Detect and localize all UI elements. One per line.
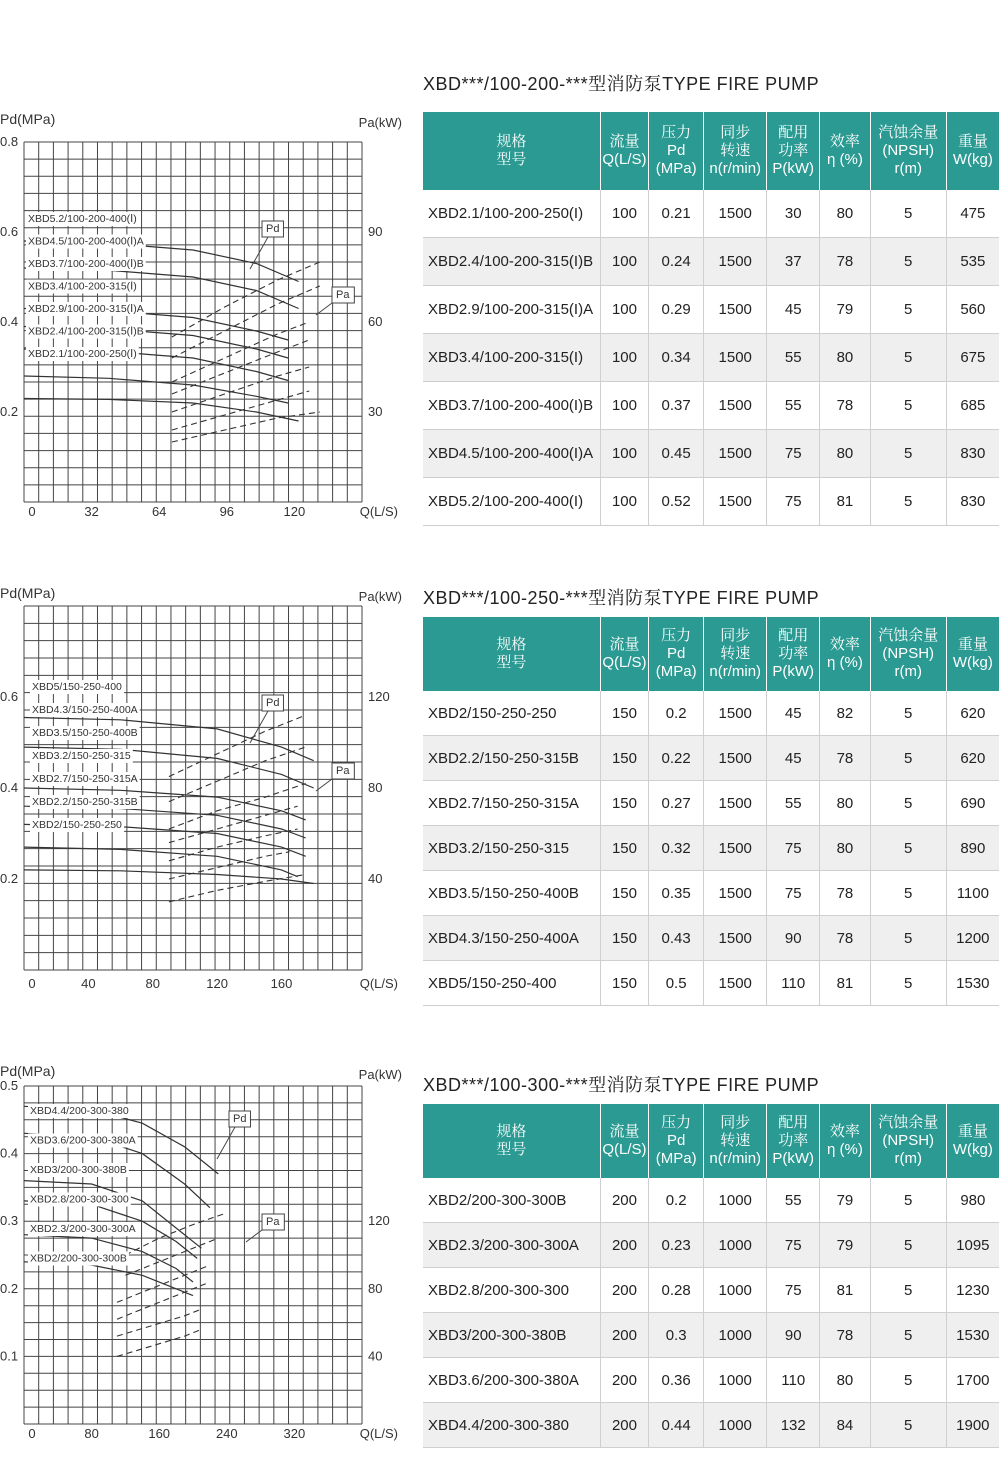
- value-cell: 81: [820, 478, 871, 526]
- y-tick-label: 0.2: [0, 404, 19, 419]
- value-cell: 78: [820, 736, 871, 781]
- value-cell: 80: [820, 826, 871, 871]
- value-cell: 200: [600, 1313, 649, 1358]
- table-header-row: [423, 1104, 999, 1178]
- x-tick-label: 120: [206, 976, 228, 991]
- series-label: XBD3.2/150-250-315: [32, 750, 131, 762]
- y2-tick-label: 40: [368, 871, 383, 886]
- series-label: XBD3/200-300-380B: [30, 1164, 127, 1176]
- value-cell: 100: [600, 478, 649, 526]
- value-cell: 1000: [704, 1268, 767, 1313]
- value-cell: 5: [870, 1223, 946, 1268]
- column-header: 效率 η (%): [820, 1104, 871, 1178]
- table-row: [423, 1313, 999, 1358]
- series-label: XBD2/200-300-300B: [30, 1252, 127, 1265]
- value-cell: 200: [600, 1223, 649, 1268]
- value-cell: 0.21: [649, 190, 704, 238]
- value-cell: 100: [600, 286, 649, 334]
- section-title: XBD***/100-250-***型消防泵TYPE FIRE PUMP: [423, 588, 820, 608]
- value-cell: 0.2: [649, 691, 704, 736]
- value-cell: 37: [767, 238, 820, 286]
- x-tick-label: 160: [148, 1426, 171, 1441]
- series-label: XBD2/150-250-250: [32, 819, 122, 831]
- value-cell: 1095: [946, 1223, 999, 1268]
- value-cell: 1500: [704, 286, 767, 334]
- value-cell: 1500: [704, 826, 767, 871]
- x-tick-label: 64: [151, 504, 167, 519]
- y-tick-label: 0.2: [0, 1280, 19, 1296]
- value-cell: 675: [946, 334, 999, 382]
- column-header: 同步 转速 n(r/min): [704, 1104, 767, 1178]
- value-cell: 1530: [946, 961, 999, 1006]
- value-cell: 100: [600, 430, 649, 478]
- series-label: XBD3.5/150-250-400B: [32, 727, 138, 739]
- y2-axis-label: Pa(kW): [358, 115, 402, 130]
- y2-tick-label: 30: [368, 404, 383, 419]
- column-header: 流量 Q(L/S): [600, 1104, 649, 1178]
- value-cell: 200: [600, 1403, 649, 1448]
- table-row: [423, 1358, 999, 1403]
- y-tick-label: 0.4: [0, 1145, 19, 1161]
- model-cell: XBD2.9/100-200-315(I)A: [423, 286, 600, 334]
- value-cell: 5: [870, 961, 946, 1006]
- x-axis-label: Q(L/S): [359, 976, 398, 991]
- pa-tag: Pa: [266, 1216, 280, 1228]
- x-axis-label: Q(L/S): [359, 1426, 398, 1441]
- value-cell: 1500: [704, 382, 767, 430]
- series-label: XBD2.7/150-250-315A: [32, 773, 138, 785]
- value-cell: 830: [946, 430, 999, 478]
- x-tick-label: 96: [219, 504, 235, 519]
- value-cell: 5: [870, 1403, 946, 1448]
- column-header: 压力 Pd (MPa): [649, 617, 704, 691]
- pa-tag: Pa: [336, 765, 350, 777]
- series-label: XBD3.6/200-300-380A: [30, 1134, 136, 1147]
- value-cell: 620: [946, 736, 999, 781]
- series-label: XBD2.9/100-200-315(Ⅰ)A: [28, 303, 144, 315]
- value-cell: 5: [870, 736, 946, 781]
- x-axis-label: Q(L/S): [359, 504, 398, 519]
- series-label: XBD3.4/100-200-315(Ⅰ): [28, 280, 137, 293]
- column-header: 汽蚀余量 (NPSH) r(m): [870, 112, 946, 190]
- value-cell: 150: [600, 781, 649, 826]
- value-cell: 75: [767, 826, 820, 871]
- model-cell: XBD2.2/150-250-315B: [423, 736, 600, 781]
- table-row: [423, 1403, 999, 1448]
- column-header: 配用 功率 P(kW): [767, 1104, 820, 1178]
- value-cell: 80: [820, 1358, 871, 1403]
- x-tick-label: 32: [84, 504, 99, 519]
- model-cell: XBD3.5/150-250-400B: [423, 871, 600, 916]
- value-cell: 79: [820, 286, 871, 334]
- value-cell: 100: [600, 382, 649, 430]
- value-cell: 80: [820, 781, 871, 826]
- x-tick-label: 120: [283, 504, 306, 519]
- y2-tick-label: 80: [368, 780, 383, 795]
- value-cell: 79: [820, 1223, 871, 1268]
- value-cell: 150: [600, 691, 649, 736]
- series-label: XBD2.4/100-200-315(Ⅰ)B: [28, 325, 144, 338]
- value-cell: 78: [820, 238, 871, 286]
- x-tick-label: 240: [215, 1426, 238, 1441]
- section-title: XBD***/100-200-***型消防泵TYPE FIRE PUMP: [423, 74, 820, 94]
- section-title: XBD***/100-300-***型消防泵TYPE FIRE PUMP: [423, 1075, 820, 1095]
- value-cell: 0.44: [649, 1403, 704, 1448]
- x-tick-label: 80: [84, 1426, 99, 1441]
- value-cell: 0.45: [649, 430, 704, 478]
- value-cell: 1500: [704, 916, 767, 961]
- y-axis-label: Pd(MPa): [0, 1063, 56, 1079]
- model-cell: XBD2.1/100-200-250(I): [423, 190, 600, 238]
- model-cell: XBD3/200-300-380B: [423, 1313, 600, 1358]
- x-tick-label: 0: [28, 976, 36, 991]
- column-header: 流量 Q(L/S): [600, 112, 649, 190]
- value-cell: 75: [767, 1268, 820, 1313]
- value-cell: 110: [767, 961, 820, 1006]
- value-cell: 200: [600, 1358, 649, 1403]
- value-cell: 5: [870, 691, 946, 736]
- y2-tick-label: 90: [368, 224, 383, 239]
- pa-curve: [125, 1213, 226, 1255]
- pd-tag: Pd: [233, 1113, 247, 1125]
- value-cell: 78: [820, 382, 871, 430]
- value-cell: 980: [946, 1178, 999, 1223]
- value-cell: 81: [820, 961, 871, 1006]
- model-cell: XBD2.7/150-250-315A: [423, 781, 600, 826]
- value-cell: 84: [820, 1403, 871, 1448]
- column-header: 汽蚀余量 (NPSH) r(m): [870, 1104, 946, 1178]
- value-cell: 5: [870, 286, 946, 334]
- value-cell: 5: [870, 1358, 946, 1403]
- y-axis-label: Pd(MPa): [0, 585, 56, 601]
- value-cell: 100: [600, 190, 649, 238]
- value-cell: 1530: [946, 1313, 999, 1358]
- y2-axis-label: Pa(kW): [358, 589, 402, 604]
- y-tick-label: 0.3: [0, 1213, 19, 1229]
- value-cell: 80: [820, 334, 871, 382]
- value-cell: 5: [870, 1178, 946, 1223]
- x-tick-label: 80: [145, 976, 160, 991]
- pa-tag: Pa: [336, 289, 350, 301]
- y-tick-label: 0.5: [0, 1078, 19, 1093]
- column-header: 效率 η (%): [820, 112, 871, 190]
- value-cell: 1500: [704, 478, 767, 526]
- model-cell: XBD3.4/100-200-315(I): [423, 334, 600, 382]
- series-label: XBD2.8/200-300-300: [30, 1193, 129, 1206]
- x-tick-label: 320: [283, 1426, 306, 1441]
- value-cell: 1000: [704, 1358, 767, 1403]
- value-cell: 535: [946, 238, 999, 286]
- column-header: 汽蚀余量 (NPSH) r(m): [870, 617, 946, 691]
- value-cell: 80: [820, 430, 871, 478]
- value-cell: 1100: [946, 871, 999, 916]
- value-cell: 690: [946, 781, 999, 826]
- value-cell: 5: [870, 430, 946, 478]
- x-tick-label: 160: [270, 976, 293, 991]
- series-label: XBD2.2/150-250-315B: [32, 796, 138, 808]
- x-tick-label: 0: [28, 1426, 36, 1441]
- series-label: XBD4.3/150-250-400A: [32, 704, 138, 716]
- value-cell: 90: [767, 916, 820, 961]
- value-cell: 55: [767, 781, 820, 826]
- value-cell: 1230: [946, 1268, 999, 1313]
- value-cell: 55: [767, 382, 820, 430]
- model-cell: XBD4.4/200-300-380: [423, 1403, 600, 1448]
- value-cell: 82: [820, 691, 871, 736]
- y2-tick-label: 60: [368, 314, 383, 329]
- value-cell: 0.27: [649, 781, 704, 826]
- series-label: XBD5.2/100-200-400(Ⅰ): [28, 213, 137, 225]
- value-cell: 5: [870, 871, 946, 916]
- column-header: 规格 型号: [423, 617, 600, 691]
- value-cell: 150: [600, 961, 649, 1006]
- value-cell: 0.52: [649, 478, 704, 526]
- pa-curve: [125, 1238, 218, 1275]
- y-axis-label: Pd(MPa): [0, 111, 56, 127]
- value-cell: 0.28: [649, 1268, 704, 1313]
- series-label: XBD4.5/100-200-400(Ⅰ)A: [28, 235, 144, 248]
- model-cell: XBD4.3/150-250-400A: [423, 916, 600, 961]
- value-cell: 1500: [704, 334, 767, 382]
- value-cell: 78: [820, 1313, 871, 1358]
- model-cell: XBD2/200-300-300B: [423, 1178, 600, 1223]
- value-cell: 1500: [704, 871, 767, 916]
- column-header: 规格 型号: [423, 112, 600, 190]
- value-cell: 1500: [704, 190, 767, 238]
- performance-chart-100-300: [0, 0, 420, 1478]
- value-cell: 1500: [704, 691, 767, 736]
- value-cell: 1500: [704, 736, 767, 781]
- column-header: 规格 型号: [423, 1104, 600, 1178]
- value-cell: 100: [600, 238, 649, 286]
- series-label: XBD4.4/200-300-380: [30, 1105, 129, 1117]
- y2-tick-label: 120: [368, 689, 390, 704]
- table-row: [423, 1178, 999, 1223]
- value-cell: 55: [767, 334, 820, 382]
- value-cell: 685: [946, 382, 999, 430]
- value-cell: 150: [600, 871, 649, 916]
- series-label: XBD5/150-250-400: [32, 681, 122, 693]
- column-header: 流量 Q(L/S): [600, 617, 649, 691]
- column-header: 重量 W(kg): [946, 1104, 999, 1178]
- column-header: 配用 功率 P(kW): [767, 617, 820, 691]
- y2-tick-label: 40: [368, 1348, 383, 1364]
- model-cell: XBD3.7/100-200-400(I)B: [423, 382, 600, 430]
- value-cell: 55: [767, 1178, 820, 1223]
- value-cell: 1500: [704, 238, 767, 286]
- table-row: [423, 1268, 999, 1313]
- model-cell: XBD2.8/200-300-300: [423, 1268, 600, 1313]
- value-cell: 5: [870, 826, 946, 871]
- value-cell: 200: [600, 1178, 649, 1223]
- model-cell: XBD2/150-250-250: [423, 691, 600, 736]
- value-cell: 890: [946, 826, 999, 871]
- column-header: 压力 Pd (MPa): [649, 112, 704, 190]
- y-tick-label: 0.4: [0, 314, 19, 329]
- value-cell: 5: [870, 190, 946, 238]
- y-tick-label: 0.6: [0, 689, 19, 704]
- y-tick-label: 0.4: [0, 780, 19, 795]
- value-cell: 45: [767, 736, 820, 781]
- y-tick-label: 0.6: [0, 224, 19, 239]
- model-cell: XBD4.5/100-200-400(I)A: [423, 430, 600, 478]
- value-cell: 620: [946, 691, 999, 736]
- value-cell: 79: [820, 1178, 871, 1223]
- value-cell: 0.23: [649, 1223, 704, 1268]
- value-cell: 78: [820, 871, 871, 916]
- value-cell: 75: [767, 430, 820, 478]
- value-cell: 75: [767, 478, 820, 526]
- column-header: 同步 转速 n(r/min): [704, 112, 767, 190]
- value-cell: 90: [767, 1313, 820, 1358]
- value-cell: 475: [946, 190, 999, 238]
- value-cell: 1500: [704, 961, 767, 1006]
- value-cell: 0.24: [649, 238, 704, 286]
- value-cell: 5: [870, 382, 946, 430]
- value-cell: 0.43: [649, 916, 704, 961]
- value-cell: 0.36: [649, 1358, 704, 1403]
- value-cell: 200: [600, 1268, 649, 1313]
- value-cell: 5: [870, 1313, 946, 1358]
- model-cell: XBD2.4/100-200-315(I)B: [423, 238, 600, 286]
- value-cell: 150: [600, 916, 649, 961]
- x-tick-label: 40: [81, 976, 96, 991]
- value-cell: 100: [600, 334, 649, 382]
- model-cell: XBD5.2/100-200-400(I): [423, 478, 600, 526]
- value-cell: 1000: [704, 1223, 767, 1268]
- value-cell: 1700: [946, 1358, 999, 1403]
- value-cell: 30: [767, 190, 820, 238]
- value-cell: 0.37: [649, 382, 704, 430]
- model-cell: XBD3.6/200-300-380A: [423, 1358, 600, 1403]
- value-cell: 45: [767, 286, 820, 334]
- model-cell: XBD5/150-250-400: [423, 961, 600, 1006]
- pd-leader: [217, 1127, 235, 1159]
- value-cell: 150: [600, 826, 649, 871]
- pd-tag: Pd: [266, 223, 280, 235]
- value-cell: 0.35: [649, 871, 704, 916]
- y2-tick-label: 80: [368, 1280, 383, 1296]
- y-tick-label: 0.1: [0, 1348, 19, 1364]
- value-cell: 75: [767, 1223, 820, 1268]
- y2-axis-label: Pa(kW): [358, 1067, 402, 1082]
- value-cell: 0.22: [649, 736, 704, 781]
- column-header: 重量 W(kg): [946, 112, 999, 190]
- value-cell: 0.34: [649, 334, 704, 382]
- value-cell: 1200: [946, 916, 999, 961]
- value-cell: 45: [767, 691, 820, 736]
- series-label: XBD3.7/100-200-400(Ⅰ)B: [28, 258, 144, 270]
- x-tick-label: 0: [28, 504, 36, 519]
- value-cell: 132: [767, 1403, 820, 1448]
- pd-curve: [24, 1262, 193, 1296]
- value-cell: 5: [870, 1268, 946, 1313]
- pa-curve: [117, 1329, 201, 1356]
- value-cell: 150: [600, 736, 649, 781]
- pd-tag: Pd: [266, 697, 280, 709]
- value-cell: 830: [946, 478, 999, 526]
- value-cell: 81: [820, 1268, 871, 1313]
- column-header: 重量 W(kg): [946, 617, 999, 691]
- value-cell: 5: [870, 238, 946, 286]
- value-cell: 5: [870, 334, 946, 382]
- value-cell: 78: [820, 916, 871, 961]
- column-header: 同步 转速 n(r/min): [704, 617, 767, 691]
- y2-tick-label: 120: [368, 1213, 390, 1229]
- value-cell: 1500: [704, 430, 767, 478]
- column-header: 配用 功率 P(kW): [767, 112, 820, 190]
- table-row: [423, 1223, 999, 1268]
- column-header: 压力 Pd (MPa): [649, 1104, 704, 1178]
- value-cell: 0.5: [649, 961, 704, 1006]
- value-cell: 0.32: [649, 826, 704, 871]
- spec-table-100-300: [423, 1104, 999, 1448]
- value-cell: 1000: [704, 1178, 767, 1223]
- series-label: XBD2.3/200-300-300A: [30, 1223, 136, 1235]
- value-cell: 5: [870, 478, 946, 526]
- value-cell: 5: [870, 781, 946, 826]
- series-label: XBD2.1/100-200-250(Ⅰ): [28, 348, 137, 360]
- value-cell: 1900: [946, 1403, 999, 1448]
- value-cell: 5: [870, 916, 946, 961]
- value-cell: 0.3: [649, 1313, 704, 1358]
- value-cell: 1500: [704, 781, 767, 826]
- value-cell: 560: [946, 286, 999, 334]
- value-cell: 0.2: [649, 1178, 704, 1223]
- value-cell: 1000: [704, 1313, 767, 1358]
- value-cell: 0.29: [649, 286, 704, 334]
- value-cell: 75: [767, 871, 820, 916]
- value-cell: 1000: [704, 1403, 767, 1448]
- y-tick-label: 0.8: [0, 134, 19, 149]
- column-header: 效率 η (%): [820, 617, 871, 691]
- y-tick-label: 0.2: [0, 871, 19, 886]
- model-cell: XBD3.2/150-250-315: [423, 826, 600, 871]
- value-cell: 80: [820, 190, 871, 238]
- model-cell: XBD2.3/200-300-300A: [423, 1223, 600, 1268]
- value-cell: 110: [767, 1358, 820, 1403]
